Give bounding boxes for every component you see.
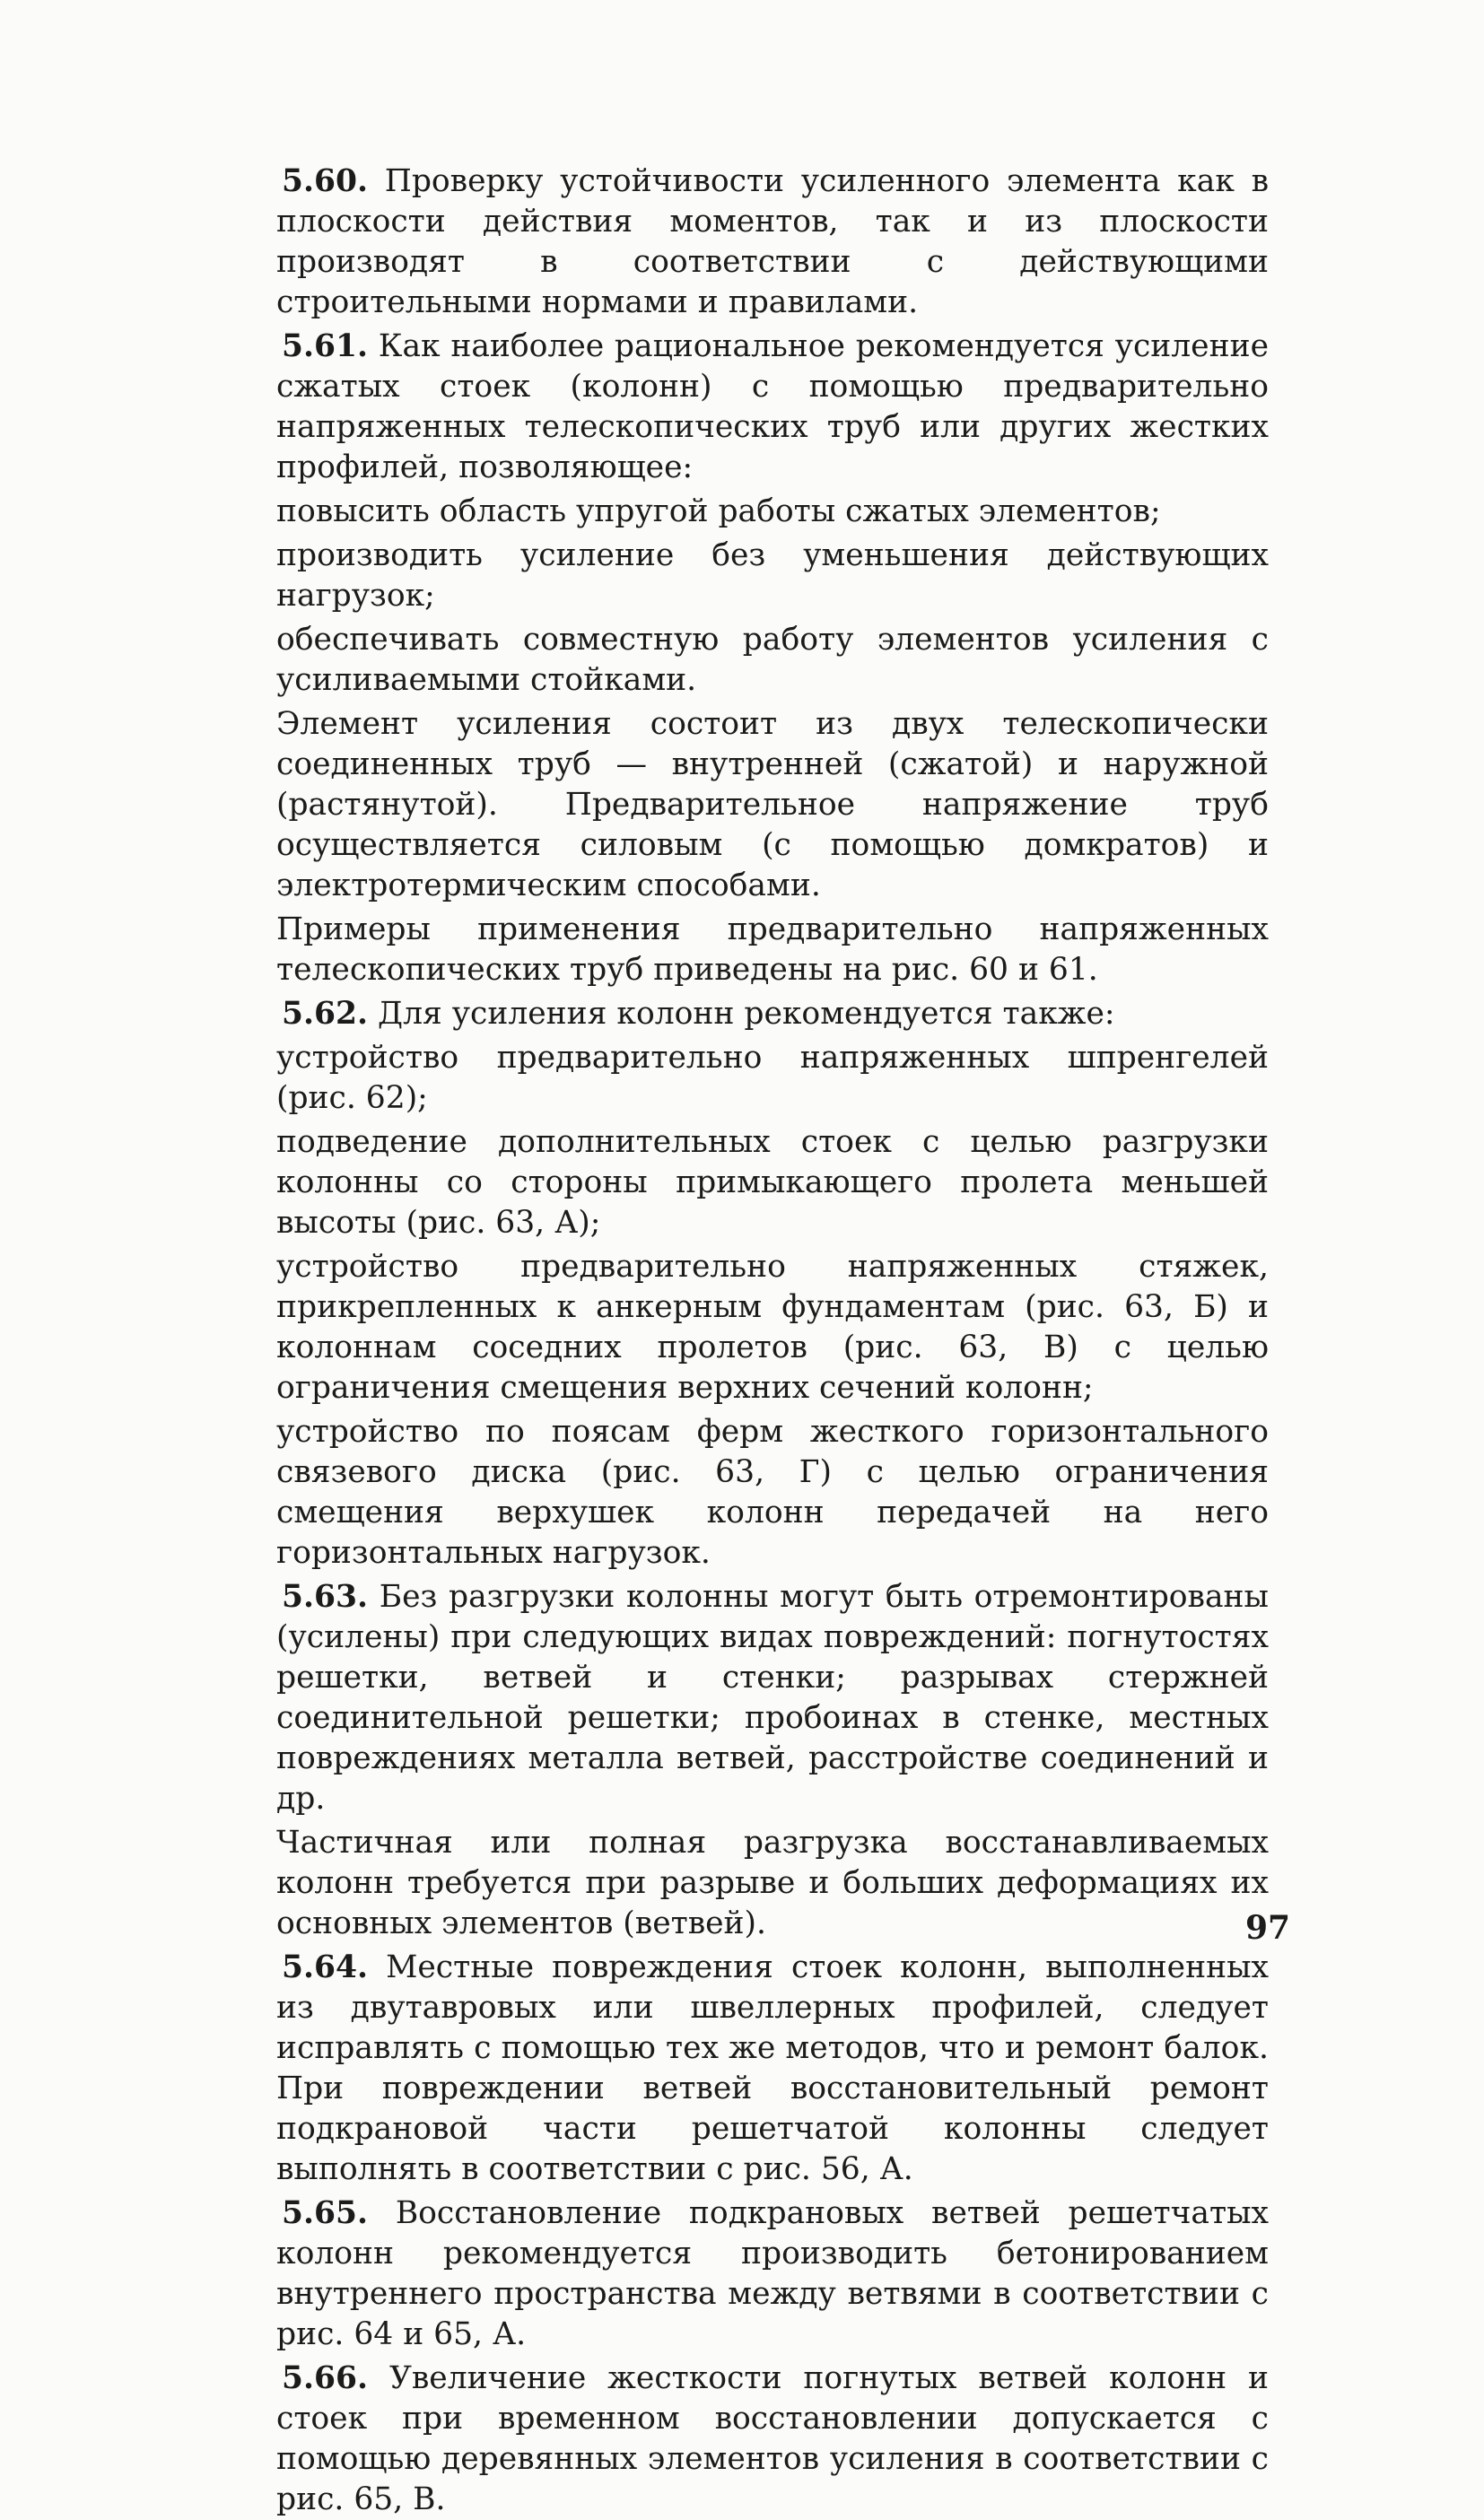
paragraph	[276, 704, 1269, 906]
paragraph-text: повысить область упругой работы сжатых элементов;	[276, 493, 1161, 529]
paragraph-text: обеспечивать совместную работу элементов усиления с усиливаемыми стойками.	[276, 622, 1269, 698]
paragraph-text: Местные повреждения стоек колонн, выполненных из двутавровых или швеллерных профилей, следует исправлять с помощью тех же методов, что и ремонт балок. При повреждении ветвей восстановительный ремонт подкрановой части решетчатой колонны следует выполнять в соответствии с рис. 56, А.	[276, 1949, 1269, 2187]
paragraph-text: Как наиболее рациональное рекомендуется усиление сжатых стоек (колонн) с помощью предварительно напряженных телескопических труб или других жестких профилей, позволяющее:	[276, 328, 1269, 485]
paragraph-text: Проверку устойчивости усиленного элемента как в плоскости действия моментов, так и из плоскости производят в соответствии с действующими строительными нормами и правилами.	[276, 163, 1269, 320]
clause-number: 5.60.	[282, 163, 369, 199]
list-item	[276, 536, 1269, 616]
paragraph-text: Для усиления колонн рекомендуется также:	[378, 996, 1115, 1032]
paragraph-5-64	[276, 1948, 1269, 2190]
paragraph-5-62	[276, 994, 1269, 1034]
paragraph-text: Элемент усиления состоит из двух телескопически соединенных труб — внутренней (сжатой) и наружной (растянутой). Предварительное напряжение труб осуществляется силовым (с помощью домкратов) и электротермическим способами.	[276, 706, 1269, 903]
list-item	[276, 1247, 1269, 1408]
paragraph	[276, 1823, 1269, 1944]
clause-number: 5.64.	[282, 1949, 369, 1985]
paragraph-text: Частичная или полная разгрузка восстанавливаемых колонн требуется при разрыве и больших деформациях их основных элементов (ветвей).	[276, 1825, 1269, 1941]
list-item	[276, 620, 1269, 701]
clause-number: 5.63.	[282, 1579, 369, 1615]
paragraph-text: устройство предварительно напряженных стяжек, прикрепленных к анкерным фундаментам (рис. 63, Б) и колоннам соседних пролетов (рис. 63, В) с целью ограничения смещения верхних сечений колонн;	[276, 1249, 1269, 1406]
list-item	[276, 1412, 1269, 1574]
clause-number: 5.61.	[282, 328, 369, 364]
paragraph-5-66	[276, 2359, 1269, 2520]
page-number: 97	[1245, 1909, 1291, 1947]
paragraph-5-65	[276, 2193, 1269, 2355]
paragraph	[276, 910, 1269, 990]
paragraph-text: Примеры применения предварительно напряженных телескопических труб приведены на рис. 60 и 61.	[276, 911, 1269, 988]
clause-number: 5.66.	[282, 2360, 369, 2396]
paragraph-5-63	[276, 1577, 1269, 1819]
clause-number: 5.62.	[282, 996, 369, 1032]
paragraph-text: подведение дополнительных стоек с целью разгрузки колонны со стороны примыкающего пролета меньшей высоты (рис. 63, А);	[276, 1124, 1269, 1241]
list-item	[276, 1038, 1269, 1119]
paragraph-text: устройство предварительно напряженных шпренгелей (рис. 62);	[276, 1040, 1269, 1116]
paragraph-text: Увеличение жесткости погнутых ветвей колонн и стоек при временном восстановлении допускается с помощью деревянных элементов усиления в соответствии с рис. 65, В.	[276, 2360, 1269, 2517]
clause-number: 5.65.	[282, 2195, 369, 2231]
paragraph-text: устройство по поясам ферм жесткого горизонтального связевого диска (рис. 63, Г) с целью ограничения смещения верхушек колонн передачей на него горизонтальных нагрузок.	[276, 1414, 1269, 1571]
list-item	[276, 492, 1269, 532]
paragraph-5-60	[276, 161, 1269, 323]
page-body	[276, 161, 1269, 2520]
list-item	[276, 1122, 1269, 1243]
paragraph-text: производить усиление без уменьшения действующих нагрузок;	[276, 537, 1269, 614]
paragraph-text: Без разгрузки колонны могут быть отремонтированы (усилены) при следующих видах повреждений: погнутостях решетки, ветвей и стенки; разрывах стержней соединительной решетки; пробоинах в стенке, местных повреждениях металла ветвей, расстройстве соединений и др.	[276, 1579, 1269, 1817]
paragraph-text: Восстановление подкрановых ветвей решетчатых колонн рекомендуется производить бетонированием внутреннего пространства между ветвями в соответствии с рис. 64 и 65, А.	[276, 2195, 1269, 2352]
paragraph-5-61	[276, 327, 1269, 488]
